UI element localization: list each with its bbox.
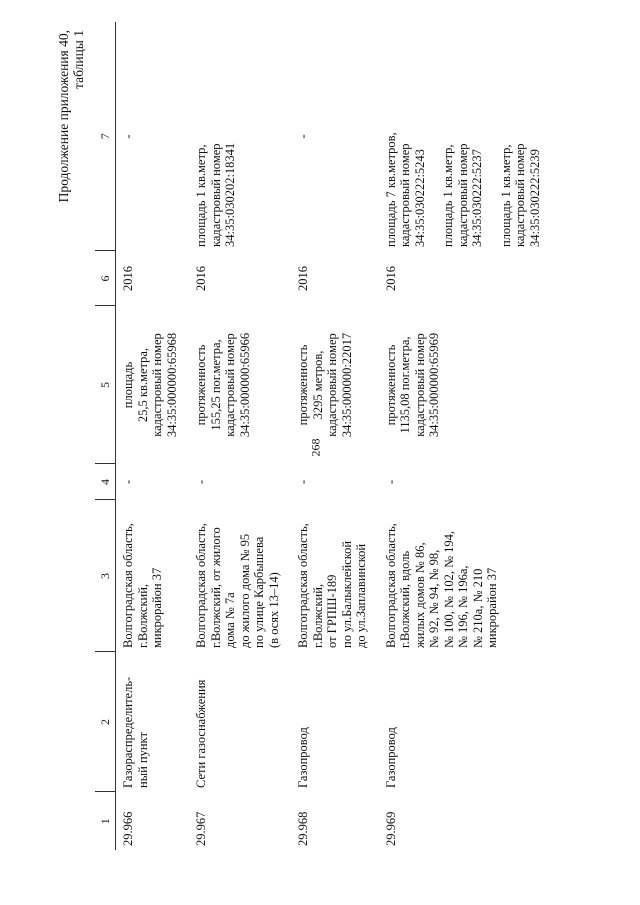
cell-line: 34:35:030202:18341 [223, 142, 237, 247]
cell-line: ный пункт [135, 732, 150, 788]
cell-line: (в осях 13–14) [266, 572, 281, 648]
cell-line: кадастровый номер [513, 143, 527, 247]
year-cell [379, 251, 553, 306]
cell-line: 34:35:000000:22017 [339, 332, 354, 438]
cell-line: протяженность [383, 344, 398, 426]
cell-line: кадастровый номер [208, 143, 223, 247]
cell-line: г.Волжский, [310, 583, 325, 648]
dash-value: - [383, 479, 398, 485]
object-name-cell [189, 652, 291, 792]
cell-line: 34:35:030222:5239 [527, 149, 542, 247]
cell-line: 155,25 пог.метра, [208, 339, 223, 431]
cell-line: 1135,08 пог.метра, [398, 336, 412, 434]
cell-line: № 92, № 94, № 98, [427, 549, 441, 648]
cell-line: № 100, № 102, № 194, [441, 530, 456, 648]
cell-line: жилых домов № 86, [412, 542, 427, 648]
year-cell [116, 251, 190, 306]
cell-line: 34:35:000000:65966 [237, 332, 252, 438]
cell-line: Волгоградская область, [383, 523, 398, 648]
year-value: 2016 [121, 266, 135, 291]
address-cell [189, 500, 291, 652]
column-header: 1 [95, 792, 116, 850]
cell-line: кадастровый номер [455, 143, 470, 247]
column-header: 2 [95, 652, 116, 792]
cell-line: г.Волжский, [135, 583, 150, 648]
address-cell [116, 500, 190, 652]
characteristics-cell [116, 306, 190, 464]
land-plot-block [121, 26, 136, 247]
cell-line: площадь 7 кв.метров, [383, 132, 398, 247]
cell-line: площадь 1 кв.метр, [498, 144, 513, 247]
cell-line: 3295 метров, [310, 350, 325, 420]
appendix-heading [56, 30, 86, 202]
characteristics-cell [291, 306, 379, 464]
cell-line: Газопровод [296, 727, 310, 788]
table-row [291, 22, 379, 850]
column-header: 3 [95, 500, 116, 652]
cell-line: от ГРПШ-189 [325, 574, 339, 648]
heading-line-2: таблицы 1 [71, 30, 86, 89]
cell-line: № 196, № 196а, [456, 565, 470, 648]
object-name-cell [116, 652, 190, 792]
cell-line: г.Волжский, вдоль [398, 550, 412, 648]
page-number: 268 [308, 438, 323, 457]
cell-line: кадастровый номер [398, 143, 412, 247]
column-header: 7 [95, 22, 116, 251]
cell-line: Волгоградская область, [296, 523, 310, 648]
column-4-cell [116, 464, 190, 500]
characteristics-cell [189, 306, 291, 464]
land-plot-block [296, 26, 311, 247]
table-header-row [95, 22, 116, 850]
table-row [379, 22, 553, 850]
cell-line: 34:35:030222:5243 [412, 149, 427, 247]
land-plot-block [499, 26, 543, 247]
cell-line: 34:35:000000:65969 [427, 332, 441, 438]
cell-line: микрорайон 37 [150, 567, 164, 648]
cell-line: 25,5 кв.метра, [135, 347, 150, 423]
year-value: 2016 [383, 266, 398, 291]
column-header: 4 [95, 464, 116, 500]
cell-line: дома № 7а [223, 592, 237, 648]
land-plot-block [194, 26, 238, 247]
cell-line: Газораспределитель- [121, 676, 135, 788]
cell-line: кадастровый номер [325, 333, 339, 437]
land-plot-cell [291, 22, 379, 251]
cell-line: Газопровод [383, 727, 398, 788]
rotated-page [50, 20, 625, 880]
cell-line: г.Волжский, от жилого [208, 527, 223, 648]
land-plot-block [384, 26, 428, 247]
cell-line: - [121, 134, 135, 139]
dash-value: - [121, 479, 135, 485]
address-cell [379, 500, 553, 652]
table-row [116, 22, 190, 850]
cell-line: кадастровый номер [150, 333, 164, 437]
year-value: 2016 [296, 266, 310, 291]
object-name-cell [379, 652, 553, 792]
year-value: 2016 [194, 266, 208, 291]
cell-line: до жилого дома № 95 [237, 533, 252, 648]
land-plot-cell [116, 22, 190, 251]
row-number-cell [116, 792, 190, 850]
cell-line: Сети газоснабжения [194, 679, 208, 788]
dash-value: - [194, 479, 208, 485]
object-name-cell [291, 652, 379, 792]
year-cell [189, 251, 291, 306]
cell-line: протяженность [194, 344, 208, 426]
cell-line: площадь 1 кв.метр, [194, 144, 208, 247]
row-number-cell [379, 792, 553, 850]
land-plot-cell [379, 22, 553, 251]
cell-line: - [296, 134, 310, 139]
column-4-cell [189, 464, 291, 500]
row-number-cell [189, 792, 291, 850]
cell-line: № 210а, № 210 [470, 568, 485, 648]
land-plot-block [441, 26, 485, 247]
cell-line: Волгоградская область, [194, 523, 208, 648]
cell-line: площадь 1 кв.метр, [441, 144, 455, 247]
column-header: 5 [95, 306, 116, 464]
cell-line: по улице Карбышева [252, 536, 266, 648]
cell-line: 34:35:000000:65968 [164, 332, 179, 438]
heading-line-1: Продолжение приложения 40, [56, 30, 71, 203]
cell-line: по ул.Балыклейской [339, 540, 354, 648]
table-row [189, 22, 291, 850]
cell-line: протяженность [296, 344, 310, 426]
cell-line: 34:35:030222:5237 [470, 149, 484, 247]
row-number-cell [291, 792, 379, 850]
cell-line: кадастровый номер [223, 333, 237, 437]
characteristics-cell [379, 306, 553, 464]
address-cell [291, 500, 379, 652]
column-4-cell [379, 464, 553, 500]
column-4-cell [291, 464, 379, 500]
column-header: 6 [95, 251, 116, 306]
land-plot-cell [189, 22, 291, 251]
row-number: 29.969 [383, 811, 398, 846]
year-cell [291, 251, 379, 306]
cell-line: микрорайон 37 [485, 567, 499, 648]
cell-line: Волгоградская область, [121, 523, 135, 648]
dash-value: - [296, 479, 310, 485]
appendix-table [95, 22, 552, 850]
cell-line: площадь [121, 361, 135, 409]
row-number: 29.967 [194, 811, 208, 846]
row-number: 29.968 [296, 811, 310, 846]
cell-line: кадастровый номер [412, 333, 427, 437]
cell-line: до ул.Заплавинской [354, 543, 368, 648]
row-number: 29.966 [121, 811, 135, 846]
